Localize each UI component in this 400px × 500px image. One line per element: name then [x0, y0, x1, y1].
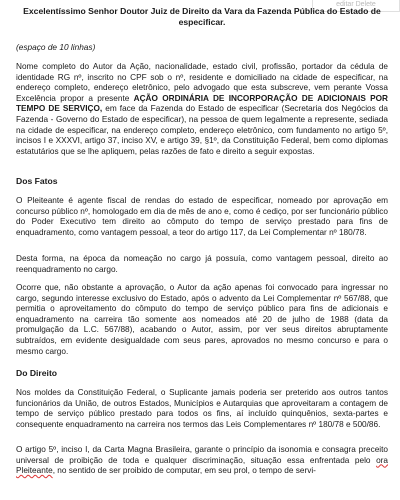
spellcheck-underlined-text: ora Pleiteante [16, 455, 388, 476]
facts-paragraph-1: O Pleiteante é agente fiscal de rendas do estado de especificar, nomeado por aprovação em concurso público nº, homologado em dia de mês de ano e, como é cediço, por ser funcionário público do Poder Executivo tem direito ao cômputo do tempo de serviço prestado para fins de enquadramento, como vantagem pessoal, a teor do artigo 117, da Lei Complementar nº 180/78. [16, 196, 388, 237]
document-title: Excelentíssimo Senhor Doutor Juiz de Direito da Vara da Fazenda Pública do Estado de especificar. [23, 6, 381, 27]
facts-paragraph-2: Desta forma, na época da nomeação no cargo já possuía, como vantagem pessoal, direito ao reenquadramento no cargo. [16, 254, 388, 274]
edit-delete-overlay[interactable]: editar Delete [312, 0, 400, 12]
intro-paragraph [16, 62, 388, 157]
intro-text-2: em face da Fazenda do Estado de especificar (Secretaria dos Negócios da Fazenda - Governo do Estado de especificar), na pessoa de quem legalmente a represente, sediada na cidade de especificar, na endereço completo, endereço eletrônico, com fundamento no artigo 5º, incisos I e XXXVI, artigo 37, inciso XV, e artigo 39, §1º, da Constituição Federal, bem como diplomas estatutários que se lhe apliquem, pelas razões de fato e direito a seguir expostas. [16, 104, 388, 156]
intro-text-1: Nome completo do Autor da Ação, nacionalidade, estado civil, profissão, portador da cédula de identidade RG nº, inscrito no CPF sob o nº, residente e domiciliado na cidade de especificar, na endereço completo, endereço eletrônico, pelo advogado que esta subscreve, vem perante Vossa Excelência propor a presente [16, 62, 388, 103]
section-heading-law: Do Direito [16, 368, 58, 378]
section-heading-facts: Dos Fatos [16, 176, 58, 186]
law-paragraph-1: Nos moldes da Constituição Federal, o Suplicante jamais poderia ser preterido aos outros tantos funcionários da União, de outros Estados, Municípios e Autarquias que aproveitaram a contagem de tempo de serviço público prestado para todos os fins, aí incluído quinquênios, sexta-partes e consequente enquadramento na carreira nos termos das Leis Complementares nº 180/78 e 500/86. [16, 388, 388, 429]
law-text-2: , no sentido de ser proibido de computar, em seu prol, o tempo de servi- [52, 466, 316, 476]
law-paragraph-2 [16, 445, 388, 477]
facts-paragraph-3: Ocorre que, não obstante a aprovação, o Autor da ação apenas foi convocado para ingressar no cargo, segundo interesse exclusivo do Estado, após o advento da Lei Complementar nº 567/88, que permitia o aproveitamento do cômputo do tempo de serviço público para fins de adicionais e enquadramento na carreira tão somente aos nomeados até 20 de julho de 1988 (data da promulgação da L.C. 567/88), acabando o Autor, assim, por ver seus direitos abruptamente subtraídos, em evidente desigualdade com seus pares, aprovados no mesmo concurso e para o mesmo cargo. [16, 283, 388, 356]
law-text-1: O artigo 5º, inciso I, da Carta Magna Brasileira, garante o princípio da isonomia e consagra preceito universal de proibição de toda e qualquer discriminação, situação essa enfrentada pelo [16, 445, 388, 465]
spacing-note: (espaço de 10 linhas) [16, 42, 96, 52]
action-name: AÇÃO ORDINÁRIA DE INCORPORAÇÃO DE ADICIONAIS POR TEMPO DE SERVIÇO, [16, 93, 388, 114]
